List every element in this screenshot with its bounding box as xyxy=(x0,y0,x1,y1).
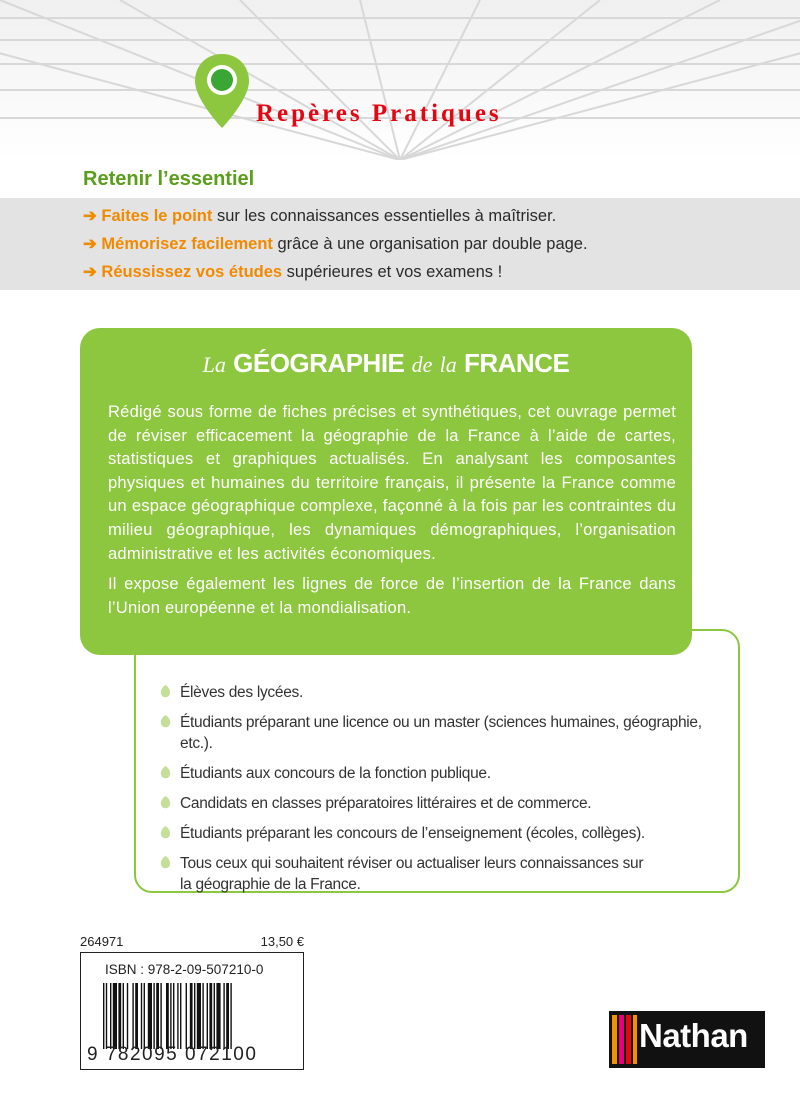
price: 13,50 € xyxy=(260,934,304,949)
leaf-bullet-icon xyxy=(160,796,171,810)
nathan-stripes-icon xyxy=(609,1011,639,1068)
description-paragraph-2: Il expose également les lignes de force de l’insertion de la France dans l’Union européenne et la mondialisation. xyxy=(108,574,676,617)
audience-text: Candidats en classes préparatoires littéraires et de commerce. xyxy=(180,795,592,812)
leaf-bullet-icon xyxy=(160,685,171,699)
audience-item xyxy=(158,823,738,844)
audience-item xyxy=(158,682,738,703)
barcode-box xyxy=(80,952,304,1070)
audience-text: Élèves des lycées. xyxy=(180,684,303,701)
location-pin-icon xyxy=(192,52,252,130)
product-code: 264971 xyxy=(80,934,124,949)
highlight-text: supérieures et vos examens ! xyxy=(282,263,503,281)
audience-list xyxy=(158,682,738,904)
arrow-icon: ➔ xyxy=(83,263,97,281)
header-background xyxy=(0,0,800,160)
publisher-name: Nathan xyxy=(639,1017,748,1054)
audience-text: Étudiants préparant les concours de l’enseignement (écoles, collèges). xyxy=(180,825,645,842)
leaf-bullet-icon xyxy=(160,766,171,780)
audience-item xyxy=(158,712,738,754)
series-title: Repères Pratiques xyxy=(256,100,502,127)
arrow-icon: ➔ xyxy=(83,235,97,253)
audience-text: Tous ceux qui souhaitent réviser ou actualiser leurs connaissances sur la géographie de la France. xyxy=(180,855,644,893)
audience-text: Étudiants préparant une licence ou un master (sciences humaines, géographie, etc.). xyxy=(180,714,702,752)
highlights-list xyxy=(83,202,783,286)
highlight-text: sur les connaissances essentielles à maîtriser. xyxy=(212,207,557,225)
isbn: ISBN : 978-2-09-507210-0 xyxy=(105,962,264,977)
title-subject: GÉOGRAPHIE xyxy=(233,348,405,378)
title-preposition: de xyxy=(411,352,433,377)
audience-text: Étudiants aux concours de la fonction publique. xyxy=(180,765,491,782)
highlight-item xyxy=(83,202,783,230)
barcode-digits: 9 782095 072100 xyxy=(87,1044,258,1065)
leaf-bullet-icon xyxy=(160,856,171,870)
highlight-key: Mémorisez facilement xyxy=(101,235,273,253)
title-article-2: la xyxy=(439,352,457,377)
leaf-bullet-icon xyxy=(160,826,171,840)
description-box xyxy=(80,328,692,655)
highlight-text: grâce à une organisation par double page. xyxy=(272,235,588,253)
description-text xyxy=(108,400,676,626)
highlight-item xyxy=(83,258,783,286)
highlight-key: Réussissez vos études xyxy=(101,263,283,281)
highlight-item xyxy=(83,230,783,258)
title-article: La xyxy=(202,352,226,377)
code-price-line xyxy=(80,934,304,949)
audience-item xyxy=(158,763,738,784)
book-title xyxy=(80,348,692,379)
title-country: FRANCE xyxy=(463,348,570,378)
audience-item xyxy=(158,793,738,814)
retenir-title: Retenir l’essentiel xyxy=(83,168,255,190)
arrow-icon: ➔ xyxy=(83,207,97,225)
perspective-grid xyxy=(0,0,800,160)
barcode xyxy=(103,983,285,1049)
highlight-key: Faites le point xyxy=(101,207,213,225)
publisher-logo xyxy=(609,1011,765,1068)
description-paragraph-1: Rédigé sous forme de fiches précises et synthétiques, cet ouvrage permet de réviser efficacement la géographie de la France à l’aide de cartes, statistiques et graphiques actualisés. En analysant les composantes physiques et humaines du territoire français, il présente la France comme un espace géographique complexe, façonné à la fois par les contraintes du milieu géographique, les dynamiques démographiques, l’organisation administrative et les activités économiques. xyxy=(108,402,676,563)
audience-item xyxy=(158,853,650,895)
leaf-bullet-icon xyxy=(160,715,171,729)
